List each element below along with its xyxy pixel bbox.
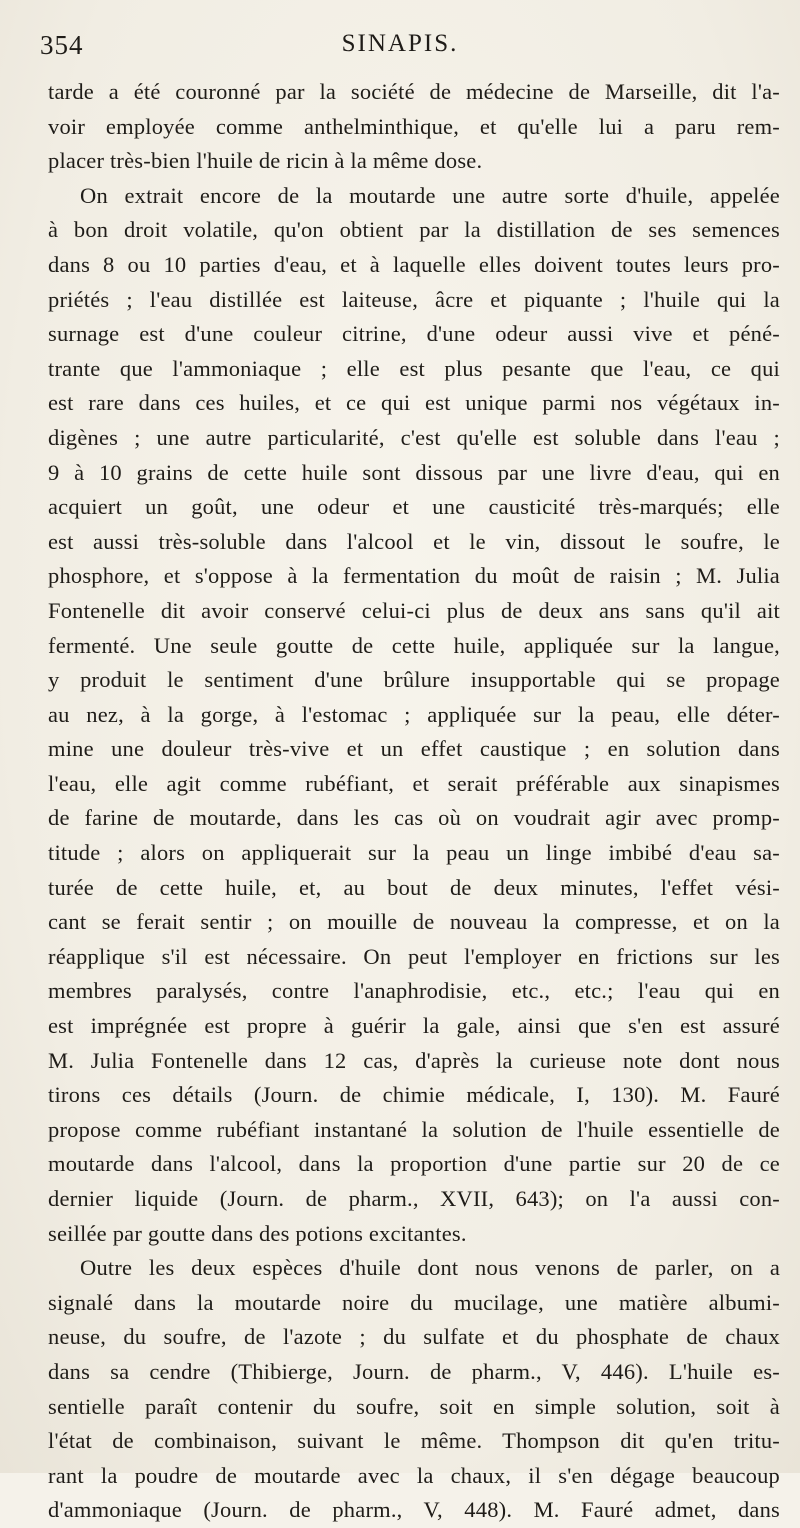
text-line: tarde a été couronné par la société de médecine de Marseille, dit l'a- [48,79,780,104]
text-line: On extrait encore de la moutarde une autre sorte d'huile, appelée [80,182,780,208]
text-line: titude ; alors on appliquerait sur la peau un linge imbibé d'eau sa- [48,840,780,866]
text-line: propose comme rubéfiant instantané la solution de l'huile essentielle de [48,1116,780,1142]
text-line: M. Julia Fontenelle dans 12 cas, d'après la curieuse note dont nous [48,1047,780,1073]
text-line: dernier liquide (Journ. de pharm., XVII, 643); on l'a aussi con- [48,1186,780,1211]
text-line: trante que l'ammoniaque ; elle est plus pesante que l'eau, ce qui [48,355,780,381]
text-line: neuse, du soufre, de l'azote ; du sulfate et du phosphate de chaux [48,1324,780,1350]
text-line: mine une douleur très-vive et un effet caustique ; en solution dans [48,736,780,762]
text-line: à bon droit volatile, qu'on obtient par la distillation de ses semences [48,217,780,243]
text-line: acquiert un goût, une odeur et une causticité très-marqués; elle [48,494,780,520]
text-line: l'état de combinaison, suivant le même. Thompson dit qu'en tritu- [48,1428,780,1454]
body-text [48,75,780,1528]
text-line: phosphore, et s'oppose à la fermentation du moût de raisin ; M. Julia [48,563,780,589]
text-line: signalé dans la moutarde noire du mucilage, une matière albumi- [48,1289,780,1315]
text-line: surnage est d'une couleur citrine, d'une odeur aussi vive et péné- [48,321,780,347]
text-line: dans 8 ou 10 parties d'eau, et à laquelle elles doivent toutes leurs pro- [48,251,780,277]
text-line: Outre les deux espèces d'huile dont nous venons de parler, on a [80,1255,780,1281]
text-line: est aussi très-soluble dans l'alcool et le vin, dissout le soufre, le [48,528,780,554]
running-title: SINAPIS. [341,30,459,57]
text-line: au nez, à la gorge, à l'estomac ; appliquée sur la peau, elle déter- [48,701,780,727]
page-header [40,30,760,70]
text-line: est rare dans ces huiles, et ce qui est unique parmi nos végétaux in- [48,390,780,416]
text-line: d'ammoniaque (Journ. de pharm., V, 448). M. Fauré admet, dans [48,1497,780,1523]
page-number: 354 [40,30,84,60]
text-line: seillée par goutte dans des potions excitantes. [48,1220,467,1246]
page-bottom-margin [0,1435,800,1455]
text-line: turée de cette huile, et, au bout de deux minutes, l'effet vési- [48,874,780,900]
text-line: de farine de moutarde, dans les cas où on voudrait agir avec promp- [48,805,780,831]
text-line: 9 à 10 grains de cette huile sont dissous par une livre d'eau, qui en [48,459,780,485]
text-line: est imprégnée est propre à guérir la gale, ainsi que s'en est assuré [48,1013,780,1039]
text-line: tirons ces détails (Journ. de chimie médicale, I, 130). M. Fauré [48,1082,780,1108]
text-line: y produit le sentiment d'une brûlure insupportable qui se propage [48,667,780,693]
text-line: voir employée comme anthelminthique, et qu'elle lui a paru rem- [48,113,780,139]
text-line: membres paralysés, contre l'anaphrodisie, etc., etc.; l'eau qui en [48,978,780,1004]
text-line: l'eau, elle agit comme rubéfiant, et serait préférable aux sinapismes [48,770,780,796]
text-line: dans sa cendre (Thibierge, Journ. de pharm., V, 446). L'huile es- [48,1358,780,1384]
text-line: placer très-bien l'huile de ricin à la même dose. [48,148,483,174]
text-line: réapplique s'il est nécessaire. On peut l'employer en frictions sur les [48,943,780,969]
text-line: cant se ferait sentir ; on mouille de nouveau la compresse, et on la [48,909,780,935]
text-line: rant la poudre de moutarde avec la chaux, il s'en dégage beaucoup [48,1462,780,1488]
text-line: moutarde dans l'alcool, dans la proportion d'une partie sur 20 de ce [48,1151,780,1177]
text-line: priétés ; l'eau distillée est laiteuse, âcre et piquante ; l'huile qui la [48,286,780,312]
text-line: sentielle paraît contenir du soufre, soit en simple solution, soit à [48,1393,780,1419]
text-line: digènes ; une autre particularité, c'est qu'elle est soluble dans l'eau ; [48,424,780,450]
text-line: Fontenelle dit avoir conservé celui-ci plus de deux ans sans qu'il ait [48,597,780,623]
text-line: fermenté. Une seule goutte de cette huile, appliquée sur la langue, [48,632,780,658]
